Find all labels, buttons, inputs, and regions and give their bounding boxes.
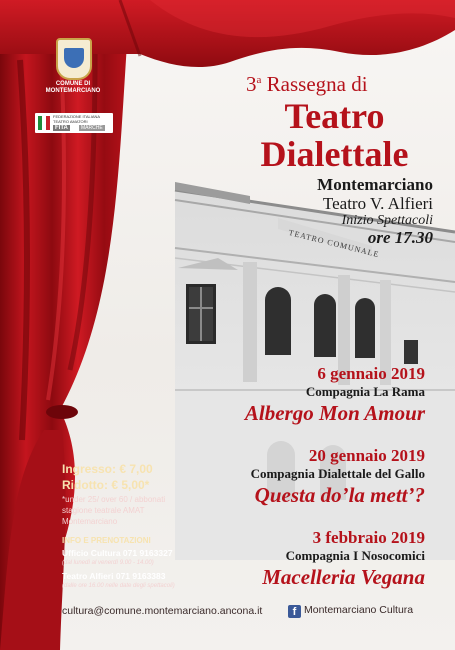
ticket-note-line3: Montemarciano [62,517,118,526]
info-office-hours: (dal lunedì al venerdì 9.00 - 14.00) [62,560,154,566]
show-1-date: 6 gennaio 2019 [317,364,425,383]
info-office: Ufficio Cultura 071 9163327 [62,548,173,558]
info-theatre-hours: (dalle ore 16.00 nelle date degli spettacoli) [62,583,175,589]
info-theatre-phone: Teatro Alfieri 071 9163383 [62,571,166,581]
ticket-entry: Ingresso: € 7,00 [62,462,153,476]
main-title-line2: Dialettale [260,134,409,174]
venue-theatre: Teatro V. Alfieri [322,194,433,213]
ticket-note-line1: *under 25/ over 60 / abbonati [62,495,166,504]
municipality-crest-icon [56,38,92,80]
show-2-company: Compagnia Dialettale del Gallo [250,466,425,481]
ticket-reduced: Ridotto: € 5,00* [62,478,150,492]
footer-facebook-link[interactable] [288,604,413,618]
start-time: ore 17.30 [367,228,433,247]
municipality-label [38,81,108,95]
show-2-title: Questa do’la mett’? [254,483,425,507]
show-2-date: 20 gennaio 2019 [308,446,425,465]
fita-text [53,114,100,124]
main-title [232,97,437,173]
fita-region: MARCHE [81,125,103,131]
show-3-date: 3 febbraio 2019 [312,528,425,547]
venue-town: Montemarciano [317,175,433,194]
fita-logo [35,113,113,133]
show-3-company: Compagnia I Nosocomici [285,548,425,563]
footer-email-link[interactable]: cultura@comune.montemarciano.ancona.it [62,605,263,617]
municipality-label-line1: COMUNE DI [55,81,91,87]
facade-sign-text: TEATRO COMUNALE [287,228,381,260]
fita-line1: FEDERAZIONE ITALIANA [53,114,101,119]
ticket-note [62,494,165,527]
footer-facebook-label: Montemarciano Cultura [304,604,414,616]
main-title-line1: Teatro [284,96,385,136]
fita-line2: TEATRO AMATORI [53,119,88,124]
italian-flag-icon [38,116,50,130]
ticket-note-line2: stagione teatrale AMAT [62,506,145,515]
show-1-company: Compagnia La Rama [305,384,425,399]
fita-acronym: FITA [55,125,68,131]
facebook-icon: f [288,605,301,618]
show-1-title: Albergo Mon Amour [244,401,425,425]
edition-number: 3 [246,72,257,96]
edition-title-text: Rassegna di [266,72,368,96]
edition-title [246,72,368,97]
edition-suffix: a [256,74,262,86]
start-label: Inizio Spettacoli [341,213,433,228]
show-3-title: Macelleria Vegana [262,565,425,589]
municipality-label-line2: MONTEMARCIANO [45,88,101,94]
info-heading: INFO E PRENOTAZIONI [62,536,151,545]
